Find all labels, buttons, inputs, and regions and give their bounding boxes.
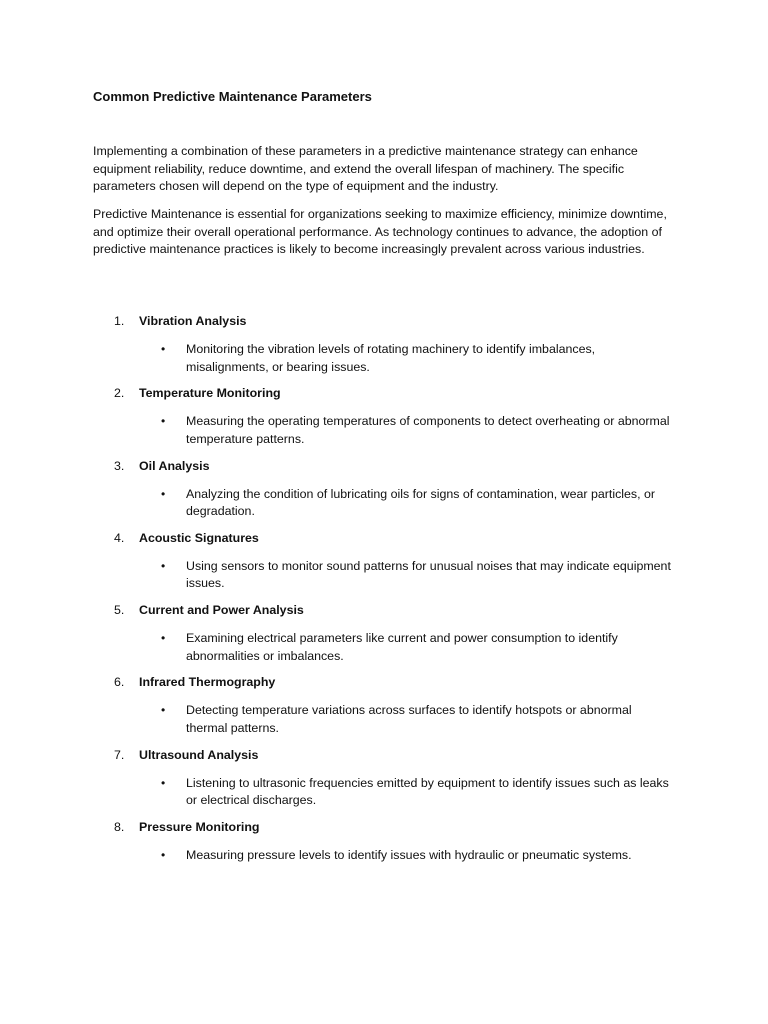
list-item [0, 602, 768, 674]
item-description: Measuring pressure levels to identify issues with hydraulic or pneumatic systems. [186, 848, 632, 863]
item-number: 5. [114, 603, 125, 618]
bullet-icon: • [161, 486, 166, 501]
intro-paragraph: Implementing a combination of these parameters in a predictive maintenance strategy can enhance equipment reliability, reduce downtime, and extend the overall lifespan of machinery. The specific parameters chosen will depend on the type of equipment and the industry. [93, 144, 638, 194]
item-number: 1. [114, 314, 125, 328]
bullet-icon: • [161, 558, 166, 573]
item-description: Examining electrical parameters like current and power consumption to identify abnormalities or imbalances. [186, 631, 618, 663]
item-number: 3. [114, 458, 125, 473]
item-heading: Current and Power Analysis [139, 603, 304, 618]
list-item [0, 313, 768, 385]
bullet-icon: • [161, 631, 166, 646]
item-heading: Ultrasound Analysis [139, 747, 259, 762]
item-heading: Oil Analysis [139, 458, 210, 473]
item-heading: Temperature Monitoring [139, 386, 281, 401]
item-number: 2. [114, 386, 125, 401]
bullet-icon: • [161, 414, 166, 429]
bullet-icon: • [161, 703, 166, 718]
list-item [0, 747, 768, 819]
item-number: 8. [114, 820, 125, 835]
item-description: Measuring the operating temperatures of components to detect overheating or abnormal temperature patterns. [186, 414, 670, 446]
list-item [0, 674, 768, 746]
item-number: 6. [114, 675, 125, 690]
item-description: Analyzing the condition of lubricating oils for signs of contamination, wear particles, or degradation. [186, 486, 656, 519]
parameter-list [0, 313, 768, 891]
list-item [0, 530, 768, 602]
list-item [0, 458, 768, 530]
item-heading: Vibration Analysis [139, 314, 247, 328]
bullet-icon: • [161, 775, 166, 790]
list-item [0, 385, 768, 457]
item-description: Detecting temperature variations across surfaces to identify hotspots or abnormal thermal patterns. [186, 703, 632, 736]
summary-paragraph: Predictive Maintenance is essential for organizations seeking to maximize efficiency, minimize downtime, and optimize their overall operational performance. As technology continues to advance, the adoption of predictive maintenance practices is likely to become increasingly prevalent across various industries. [93, 207, 667, 257]
item-number: 7. [114, 747, 125, 762]
item-heading: Infrared Thermography [139, 675, 276, 690]
item-heading: Pressure Monitoring [139, 820, 260, 835]
item-description: Listening to ultrasonic frequencies emitted by equipment to identify issues such as leaks or electrical discharges. [186, 775, 669, 808]
item-number: 4. [114, 530, 125, 545]
bullet-icon: • [161, 342, 166, 356]
item-heading: Acoustic Signatures [139, 530, 259, 545]
list-item [0, 819, 768, 891]
item-description: Monitoring the vibration levels of rotating machinery to identify imbalances, misalignments, or bearing issues. [186, 342, 596, 374]
bullet-icon: • [161, 848, 166, 863]
document-title: Common Predictive Maintenance Parameters [93, 89, 372, 104]
item-description: Using sensors to monitor sound patterns for unusual noises that may indicate equipment issues. [186, 558, 671, 591]
